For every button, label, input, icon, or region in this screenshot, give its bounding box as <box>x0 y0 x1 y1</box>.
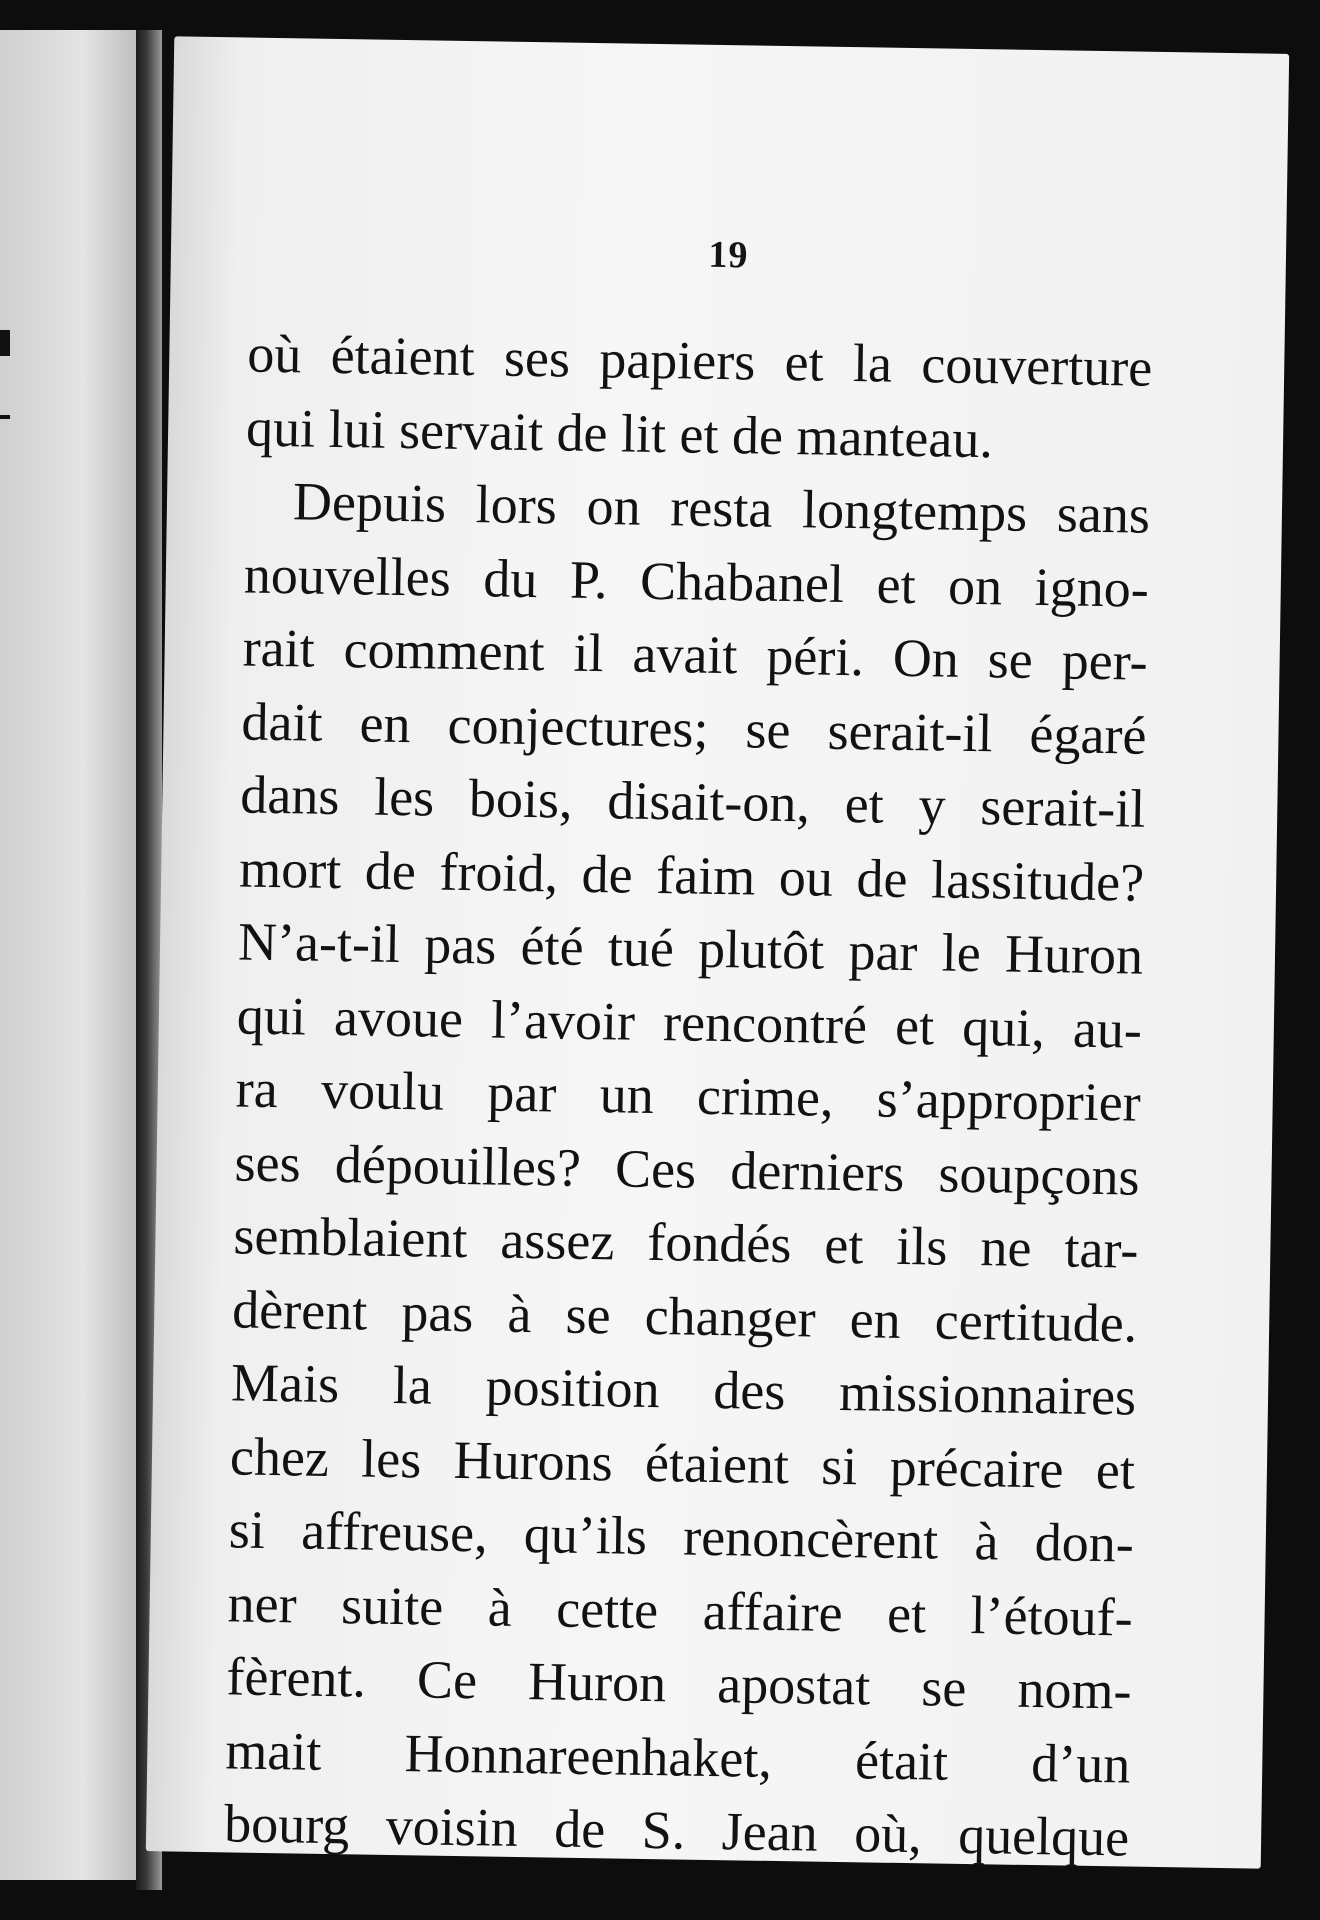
text-line: dans les bois, disait-on, et y serait-il <box>239 764 1146 839</box>
text-line: rait comment il avait péri. On se per- <box>242 617 1149 692</box>
text-line: si affreuse, qu’ils renoncèrent à don- <box>228 1499 1135 1574</box>
text-line: N’a-t-il pas été tué plutôt par le Huron <box>237 911 1144 986</box>
text-line: Mais la position des missionnaires <box>230 1352 1137 1427</box>
text-line: ses dépouilles? Ces derniers soupçons <box>234 1131 1141 1207</box>
text-line: qui avoue l’avoir rencontré et qui, au- <box>236 984 1143 1060</box>
text-line: bourg voisin de S. Jean où, quelque <box>223 1793 1130 1868</box>
text-line: qui lui servait de lit et de manteau. <box>245 397 994 469</box>
page-number: 19 <box>708 233 749 277</box>
text-line: nouvelles du P. Chabanel et on igno- <box>243 544 1150 619</box>
text-line: où étaient ses papiers et la couverture <box>246 323 1153 398</box>
book-page <box>146 36 1289 1868</box>
text-line: dait en conjectures; se serait-il égaré <box>241 690 1147 766</box>
body-text <box>224 318 1153 1876</box>
text-line: ra voulu par un crime, s’approprier <box>235 1058 1142 1133</box>
text-line: chez les Hurons étaient si précaire et <box>229 1425 1136 1501</box>
text-line: Depuis lors on resta longtemps sans <box>292 471 1151 545</box>
text-line: mort de froid, de faim ou de lassitude? <box>238 837 1145 913</box>
text-line: fèrent. Ce Huron apostat se nom- <box>226 1646 1132 1721</box>
text-line: semblaient assez fondés et ils ne tar- <box>233 1205 1139 1280</box>
text-line: dèrent pas à se changer en certitude. <box>231 1278 1138 1354</box>
facing-page-text-fragment <box>0 415 10 419</box>
text-line: mait Honnareenhaket, était d’un <box>224 1719 1131 1795</box>
facing-page-edge <box>0 30 138 1880</box>
text-line: ner suite à cette affaire et l’étouf- <box>227 1572 1134 1648</box>
facing-page-text-fragment <box>0 330 10 356</box>
